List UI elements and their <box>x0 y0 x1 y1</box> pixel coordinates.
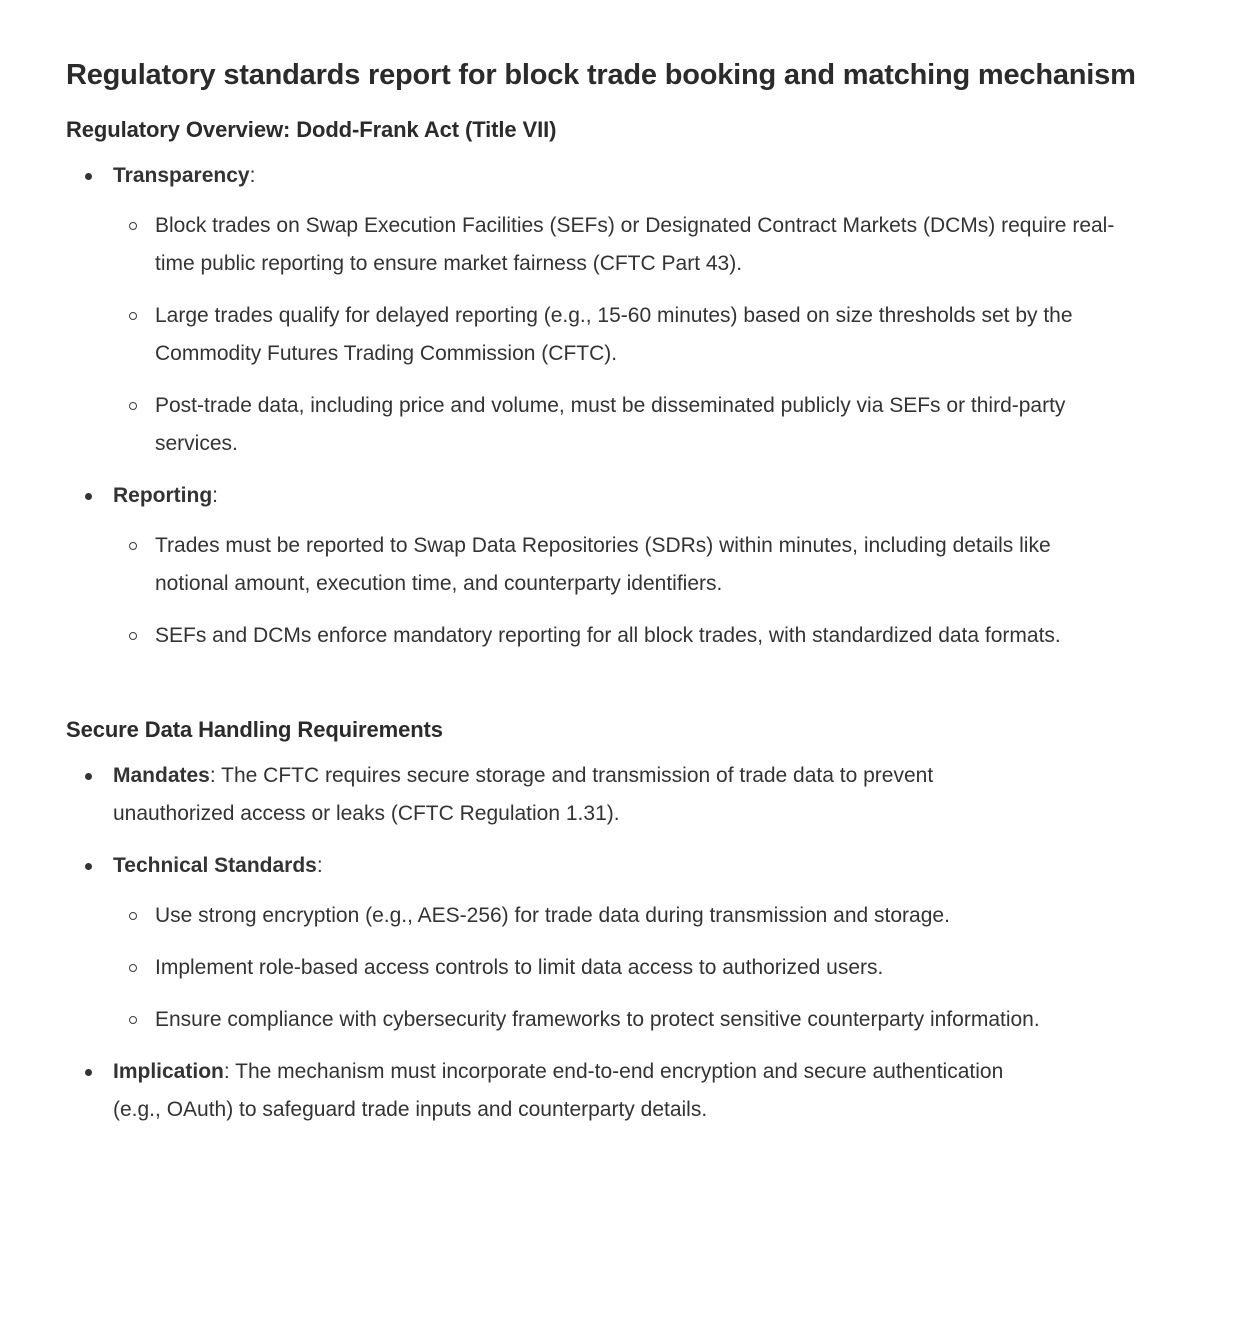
bullet-circle-icon <box>129 1016 137 1024</box>
sub-list-item-text: SEFs and DCMs enforce mandatory reporting for all block trades, with standardized data formats. <box>155 624 1061 647</box>
bullet-circle-icon <box>129 912 137 920</box>
list-item-label: Transparency <box>113 164 250 187</box>
list-item-lead <box>113 477 1013 515</box>
list-item-label: Reporting <box>113 484 213 507</box>
sub-list-item-text: Use strong encryption (e.g., AES-256) for trade data during transmission and storage. <box>155 904 950 927</box>
bullet-disc-icon <box>85 493 92 500</box>
sub-list-item <box>113 387 1194 463</box>
list-item-lead <box>113 757 1013 833</box>
bullet-list-regulatory <box>66 157 1194 655</box>
list-item-technical-standards <box>66 847 1194 1039</box>
bullet-disc-icon <box>85 1069 92 1076</box>
list-item-text: : The mechanism must incorporate end-to-end encryption and secure authentication (e.g., OAuth) to safeguard trade inputs and counterparty details. <box>113 1060 1004 1121</box>
list-item-text: : <box>249 164 256 187</box>
sub-list-item <box>113 527 1194 603</box>
sub-list-item-text: Ensure compliance with cybersecurity frameworks to protect sensitive counterparty information. <box>155 1008 1040 1031</box>
sub-list-item <box>113 897 1194 935</box>
bullet-circle-icon <box>129 542 137 550</box>
list-item-reporting <box>66 477 1194 655</box>
sub-list-item <box>113 1001 1194 1039</box>
bullet-disc-icon <box>85 863 92 870</box>
sub-list-item <box>113 949 1194 987</box>
page-title: Regulatory standards report for block trade booking and matching mechanism <box>66 59 1136 91</box>
bullet-disc-icon <box>85 173 92 180</box>
list-item-lead <box>113 1053 1013 1129</box>
sub-list-item-text: Large trades qualify for delayed reporting (e.g., 15-60 minutes) based on size thresholds set by the Commodity Futures Trading Commission (CFTC). <box>155 304 1073 365</box>
sub-list-item-text: Post-trade data, including price and volume, must be disseminated publicly via SEFs or third-party services. <box>155 394 1066 455</box>
bullet-disc-icon <box>85 773 92 780</box>
list-item-text: : <box>212 484 218 507</box>
sub-list-item-text: Implement role-based access controls to limit data access to authorized users. <box>155 956 884 979</box>
section-heading-regulatory-overview: Regulatory Overview: Dodd-Frank Act (Title VII) <box>66 117 557 142</box>
sub-list-item-text: Trades must be reported to Swap Data Repositories (SDRs) within minutes, including details like notional amount, execution time, and counterparty identifiers. <box>155 534 1051 595</box>
sub-bullet-list <box>113 527 1194 655</box>
sub-bullet-list <box>113 897 1194 1039</box>
list-item-text: : The CFTC requires secure storage and transmission of trade data to prevent unauthorized access or leaks (CFTC Regulation 1.31). <box>113 764 934 825</box>
list-item-label: Technical Standards <box>113 854 317 877</box>
list-item-lead <box>113 847 1013 885</box>
sub-list-item-text: Block trades on Swap Execution Facilities (SEFs) or Designated Contract Markets (DCMs) require real-time public reporting to ensure market fairness (CFTC Part 43). <box>155 214 1115 275</box>
list-item-text: : <box>316 854 323 877</box>
list-item-lead <box>113 157 1013 195</box>
sub-list-item <box>113 617 1194 655</box>
bullet-circle-icon <box>129 964 137 972</box>
list-item-transparency <box>66 157 1194 463</box>
list-item-mandates <box>66 757 1194 833</box>
sub-list-item <box>113 207 1194 283</box>
sub-list-item <box>113 297 1194 373</box>
sub-bullet-list <box>113 207 1194 463</box>
list-item-label: Mandates <box>113 764 210 787</box>
bullet-list-secure-data <box>66 757 1194 1129</box>
list-item-implication <box>66 1053 1194 1129</box>
list-item-label: Implication <box>113 1060 224 1083</box>
bullet-circle-icon <box>129 222 137 230</box>
section-heading-secure-data-handling: Secure Data Handling Requirements <box>66 717 443 742</box>
bullet-circle-icon <box>129 312 137 320</box>
bullet-circle-icon <box>129 402 137 410</box>
bullet-circle-icon <box>129 632 137 640</box>
